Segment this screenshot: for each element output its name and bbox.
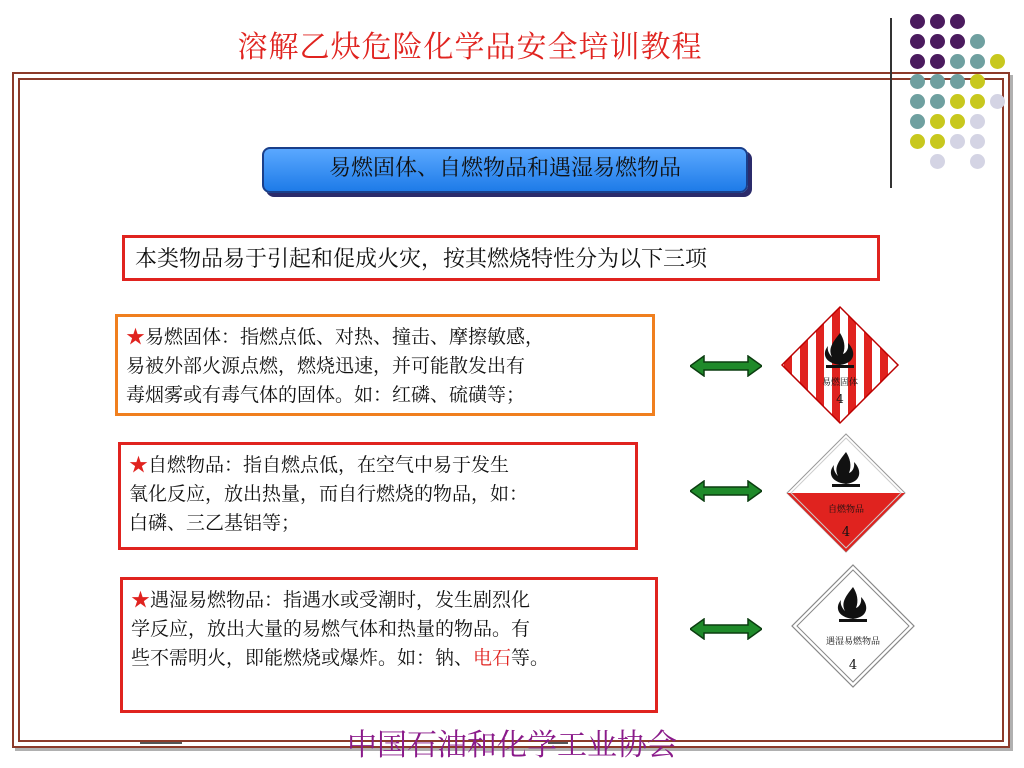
item-line: ★遇湿易燃物品：指遇水或受潮时，发生剧烈化 <box>131 589 531 611</box>
dot <box>910 94 925 109</box>
sign-label: 易燃固体 <box>821 378 859 388</box>
spontaneous-combustion-box <box>118 442 638 550</box>
sign-number: 4 <box>836 392 844 406</box>
sign-label: 遇湿易燃物品 <box>825 637 881 647</box>
dot <box>990 94 1005 109</box>
sign-label: 自燃物品 <box>827 505 865 515</box>
dot <box>970 134 985 149</box>
dangerous-when-wet-box <box>120 577 658 713</box>
dot <box>990 54 1005 69</box>
sign-number: 4 <box>848 658 858 673</box>
flammable-solid-box <box>115 314 655 416</box>
item-line: 易被外部火源点燃，燃烧迅速，并可能散发出有 <box>126 355 526 377</box>
item-line: ★自燃物品：指自燃点低，在空气中易于发生 <box>129 454 510 476</box>
page-title: 溶解乙炔危险化学品安全培训教程 <box>237 30 703 65</box>
dangerous-when-wet-sign <box>790 563 916 689</box>
dot <box>970 114 985 129</box>
dot <box>950 74 965 89</box>
dot <box>930 154 945 169</box>
dot <box>970 94 985 109</box>
item-line: 学反应，放出大量的易燃气体和热量的物品。有 <box>131 618 531 640</box>
item-line: 些不需明火，即能燃烧或爆炸。如：钠、电石等。 <box>131 647 550 669</box>
item-line: 毒烟雾或有毒气体的固体。如：红磷、硫磺等； <box>126 384 526 406</box>
dot <box>950 34 965 49</box>
double-arrow-icon <box>690 355 762 377</box>
intro-box: 本类物品易于引起和促成火灾，按其燃烧特性分为以下三项 <box>122 235 880 281</box>
dot <box>970 154 985 169</box>
double-arrow-icon <box>690 480 762 502</box>
star-icon: ★ <box>131 589 151 611</box>
footer-organization: 中国石油和化学工业协会 <box>347 728 677 763</box>
spontaneous-combustion-sign <box>785 432 907 554</box>
sign-number: 4 <box>841 525 851 540</box>
dot <box>930 134 945 149</box>
dot <box>950 114 965 129</box>
dot <box>950 134 965 149</box>
dot <box>970 34 985 49</box>
dot <box>950 94 965 109</box>
dot <box>930 114 945 129</box>
dot <box>910 74 925 89</box>
star-icon: ★ <box>126 326 146 348</box>
section-banner: 易燃固体、自燃物品和遇湿易燃物品 <box>262 147 748 193</box>
star-icon: ★ <box>129 454 149 476</box>
dot <box>930 74 945 89</box>
dot <box>970 54 985 69</box>
dot <box>950 54 965 69</box>
dot <box>910 114 925 129</box>
dot <box>970 74 985 89</box>
dot <box>930 94 945 109</box>
item-line: 氧化反应，放出热量，而自行燃烧的物品，如： <box>129 483 529 505</box>
double-arrow-icon <box>690 618 762 640</box>
item-line: 白磷、三乙基铝等； <box>129 512 301 534</box>
dot <box>910 134 925 149</box>
item-line: ★易燃固体：指燃点低、对热、撞击、摩擦敏感， <box>126 326 545 348</box>
dot <box>950 14 965 29</box>
flammable-solid-sign <box>780 305 900 425</box>
